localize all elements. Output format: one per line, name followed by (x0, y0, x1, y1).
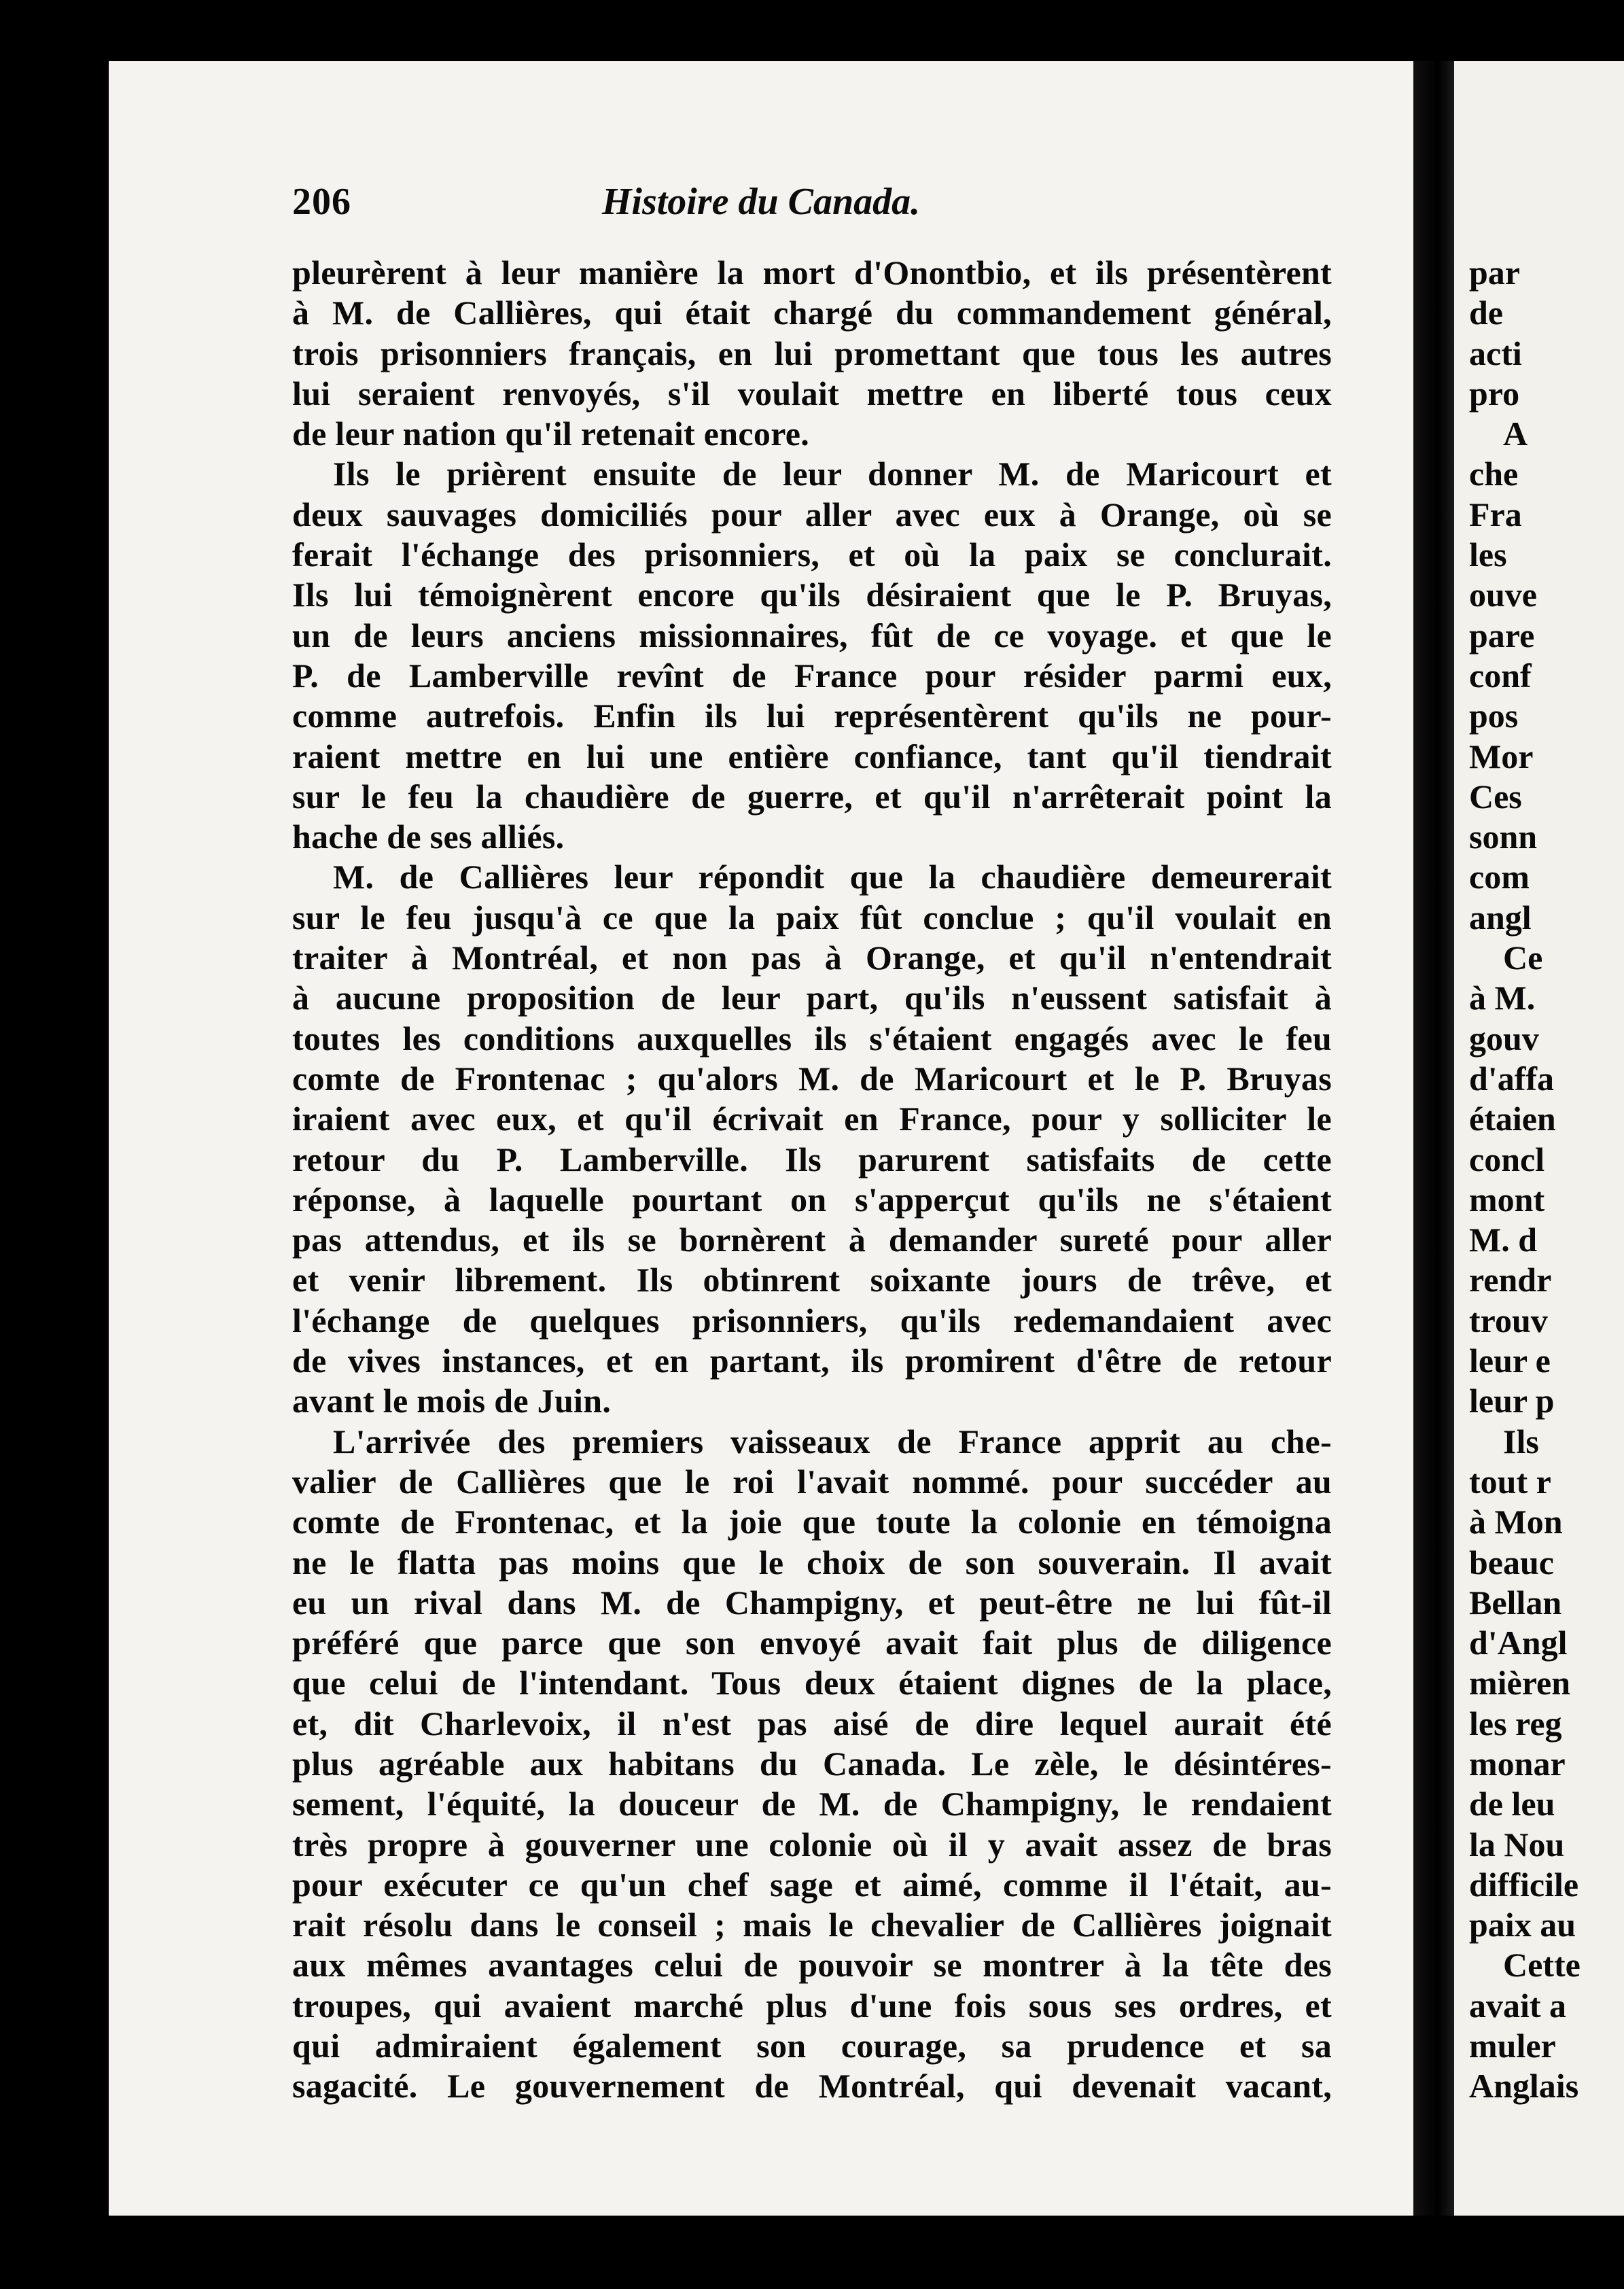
facing-page-line: avait a (1469, 1986, 1567, 2025)
text-line: pleurèrent à leur manière la mort d'Onontbio, et ils présentèrent (292, 254, 1332, 292)
facing-page-line: concl (1469, 1140, 1545, 1178)
facing-page-line: M. d (1469, 1221, 1537, 1259)
text-line: comte de Frontenac ; qu'alors M. de Maricourt et le P. Bruyas (292, 1059, 1332, 1098)
page-header (183, 180, 1339, 234)
facing-page-line: trouv (1469, 1301, 1548, 1340)
facing-page-line: Anglais (1469, 2067, 1579, 2105)
facing-page-line: d'affa (1469, 1059, 1554, 1098)
facing-page-line: la Nou (1469, 1825, 1565, 1864)
facing-page-line: muler (1469, 2027, 1556, 2065)
text-line: Ils lui témoignèrent encore qu'ils désiraient que le P. Bruyas, (292, 576, 1332, 614)
facing-page-line: étaien (1469, 1100, 1556, 1138)
text-line: de vives instances, et en partant, ils promirent d'être de retour (292, 1342, 1332, 1380)
text-line: deux sauvages domiciliés pour aller avec eux à Orange, où se (292, 495, 1332, 534)
facing-page-line: A (1503, 415, 1528, 453)
book-gutter (1413, 61, 1454, 2216)
text-line: sement, l'équité, la douceur de M. de Champigny, le rendaient (292, 1785, 1332, 1823)
text-line: eu un rival dans M. de Champigny, et peut-être ne lui fût-il (292, 1583, 1332, 1622)
text-line: raient mettre en lui une entière confiance, tant qu'il tiendrait (292, 737, 1332, 775)
facing-page-line: rendr (1469, 1261, 1552, 1299)
text-line: rait résolu dans le conseil ; mais le chevalier de Callières joignait (292, 1906, 1332, 1944)
facing-page-line: leur e (1469, 1342, 1551, 1380)
facing-page-line: gouv (1469, 1019, 1539, 1058)
facing-page-line: Ces (1469, 777, 1522, 816)
text-line: lui seraient renvoyés, s'il voulait mettre en liberté tous ceux (292, 374, 1332, 413)
facing-page-line: Ce (1503, 939, 1543, 977)
facing-page-line: acti (1469, 334, 1522, 372)
facing-page-line: de leu (1469, 1785, 1555, 1823)
text-line: comte de Frontenac, et la joie que toute la colonie en témoigna (292, 1503, 1332, 1541)
facing-page-line: angl (1469, 898, 1532, 937)
text-line: M. de Callières leur répondit que la chaudière demeurerait (333, 858, 1332, 896)
facing-page-line: pro (1469, 374, 1520, 413)
text-line: iraient avec eux, et qu'il écrivait en France, pour y solliciter le (292, 1100, 1332, 1138)
text-line: comme autrefois. Enfin ils lui représentèrent qu'ils ne pour- (292, 697, 1332, 735)
text-line: L'arrivée des premiers vaisseaux de France apprit au che- (333, 1422, 1332, 1461)
facing-page-line: les (1469, 536, 1507, 574)
facing-page-line: d'Angl (1469, 1624, 1568, 1662)
text-line: plus agréable aux habitans du Canada. Le zèle, le désintéres- (292, 1744, 1332, 1783)
facing-page-line: com (1469, 858, 1530, 896)
facing-page-line: sonn (1469, 818, 1538, 856)
facing-page-line: Cette (1503, 1946, 1581, 1985)
text-line: l'échange de quelques prisonniers, qu'ils redemandaient avec (292, 1301, 1332, 1340)
facing-page-line: à M. (1469, 979, 1536, 1017)
text-line: ne le flatta pas moins que le choix de son souverain. Il avait (292, 1543, 1332, 1582)
facing-page-line: pare (1469, 616, 1535, 654)
text-line: troupes, qui avaient marché plus d'une fois sous ses ordres, et (292, 1986, 1332, 2025)
text-line: sur le feu jusqu'à ce que la paix fût conclue ; qu'il voulait en (292, 898, 1332, 937)
text-line: très propre à gouverner une colonie où il y avait assez de bras (292, 1825, 1332, 1864)
facing-page-line: difficile (1469, 1865, 1579, 1904)
facing-page-text (1469, 253, 1624, 2107)
facing-page-line: Bellan (1469, 1583, 1562, 1622)
text-line: toutes les conditions auxquelles ils s'étaient engagés avec le feu (292, 1019, 1332, 1058)
text-line: sur le feu la chaudière de guerre, et qu'il n'arrêterait point la (292, 777, 1332, 816)
text-line: de leur nation qu'il retenait encore. (292, 415, 810, 453)
text-line: et venir librement. Ils obtinrent soixante jours de trêve, et (292, 1261, 1332, 1299)
facing-page-line: par (1469, 254, 1520, 292)
text-line: Ils le prièrent ensuite de leur donner M. de Maricourt et (333, 455, 1332, 493)
text-line: un de leurs anciens missionnaires, fût de ce voyage. et que le (292, 616, 1332, 654)
facing-page-line: pos (1469, 697, 1519, 735)
facing-page-line: tout r (1469, 1462, 1551, 1501)
facing-page-line: ouve (1469, 576, 1537, 614)
facing-page-line: beauc (1469, 1543, 1554, 1582)
text-line: avant le mois de Juin. (292, 1382, 612, 1420)
text-line: pas attendus, et ils se bornèrent à demander sureté pour aller (292, 1221, 1332, 1259)
text-line: aux mêmes avantages celui de pouvoir se montrer à la tête des (292, 1946, 1332, 1985)
facing-page-line: conf (1469, 656, 1532, 695)
text-line: hache de ses alliés. (292, 818, 565, 856)
text-line: pour exécuter ce qu'un chef sage et aimé, comme il l'était, au- (292, 1865, 1332, 1904)
running-title: Histoire du Canada. (601, 181, 921, 223)
facing-page-line: che (1469, 455, 1519, 493)
text-line: que celui de l'intendant. Tous deux étaient dignes de la place, (292, 1664, 1332, 1702)
text-line: et, dit Charlevoix, il n'est pas aisé de dire lequel aurait été (292, 1704, 1332, 1743)
facing-page-line: Fra (1469, 495, 1522, 534)
facing-page-line: leur p (1469, 1382, 1555, 1420)
text-line: ferait l'échange des prisonniers, et où la paix se conclurait. (292, 536, 1332, 574)
text-line: à aucune proposition de leur part, qu'ils n'eussent satisfait à (292, 979, 1332, 1017)
text-line: traiter à Montréal, et non pas à Orange, et qu'il n'entendrait (292, 939, 1332, 977)
page-number: 206 (292, 181, 351, 223)
text-line: trois prisonniers français, en lui promettant que tous les autres (292, 334, 1332, 372)
facing-page-line: Ils (1503, 1422, 1539, 1461)
facing-page-line: de (1469, 294, 1503, 332)
facing-page-line: paix au (1469, 1906, 1576, 1944)
facing-page-line: monar (1469, 1744, 1566, 1783)
facing-page-line: Mor (1469, 737, 1534, 775)
text-line: valier de Callières que le roi l'avait nommé. pour succéder au (292, 1462, 1332, 1501)
facing-page-line: mièren (1469, 1664, 1571, 1702)
facing-page-line: à Mon (1469, 1503, 1563, 1541)
text-line: qui admiraient également son courage, sa prudence et sa (292, 2027, 1332, 2065)
text-line: sagacité. Le gouvernement de Montréal, qui devenait vacant, (292, 2067, 1332, 2105)
facing-page-line: les reg (1469, 1704, 1562, 1743)
text-line: retour du P. Lamberville. Ils parurent satisfaits de cette (292, 1140, 1332, 1178)
text-line: P. de Lamberville revînt de France pour résider parmi eux, (292, 656, 1332, 695)
text-line: préféré que parce que son envoyé avait fait plus de diligence (292, 1624, 1332, 1662)
body-text (292, 253, 1332, 2107)
text-line: réponse, à laquelle pourtant on s'apperçut qu'ils ne s'étaient (292, 1180, 1332, 1219)
facing-page-line: mont (1469, 1180, 1545, 1219)
text-line: à M. de Callières, qui était chargé du commandement général, (292, 294, 1332, 332)
